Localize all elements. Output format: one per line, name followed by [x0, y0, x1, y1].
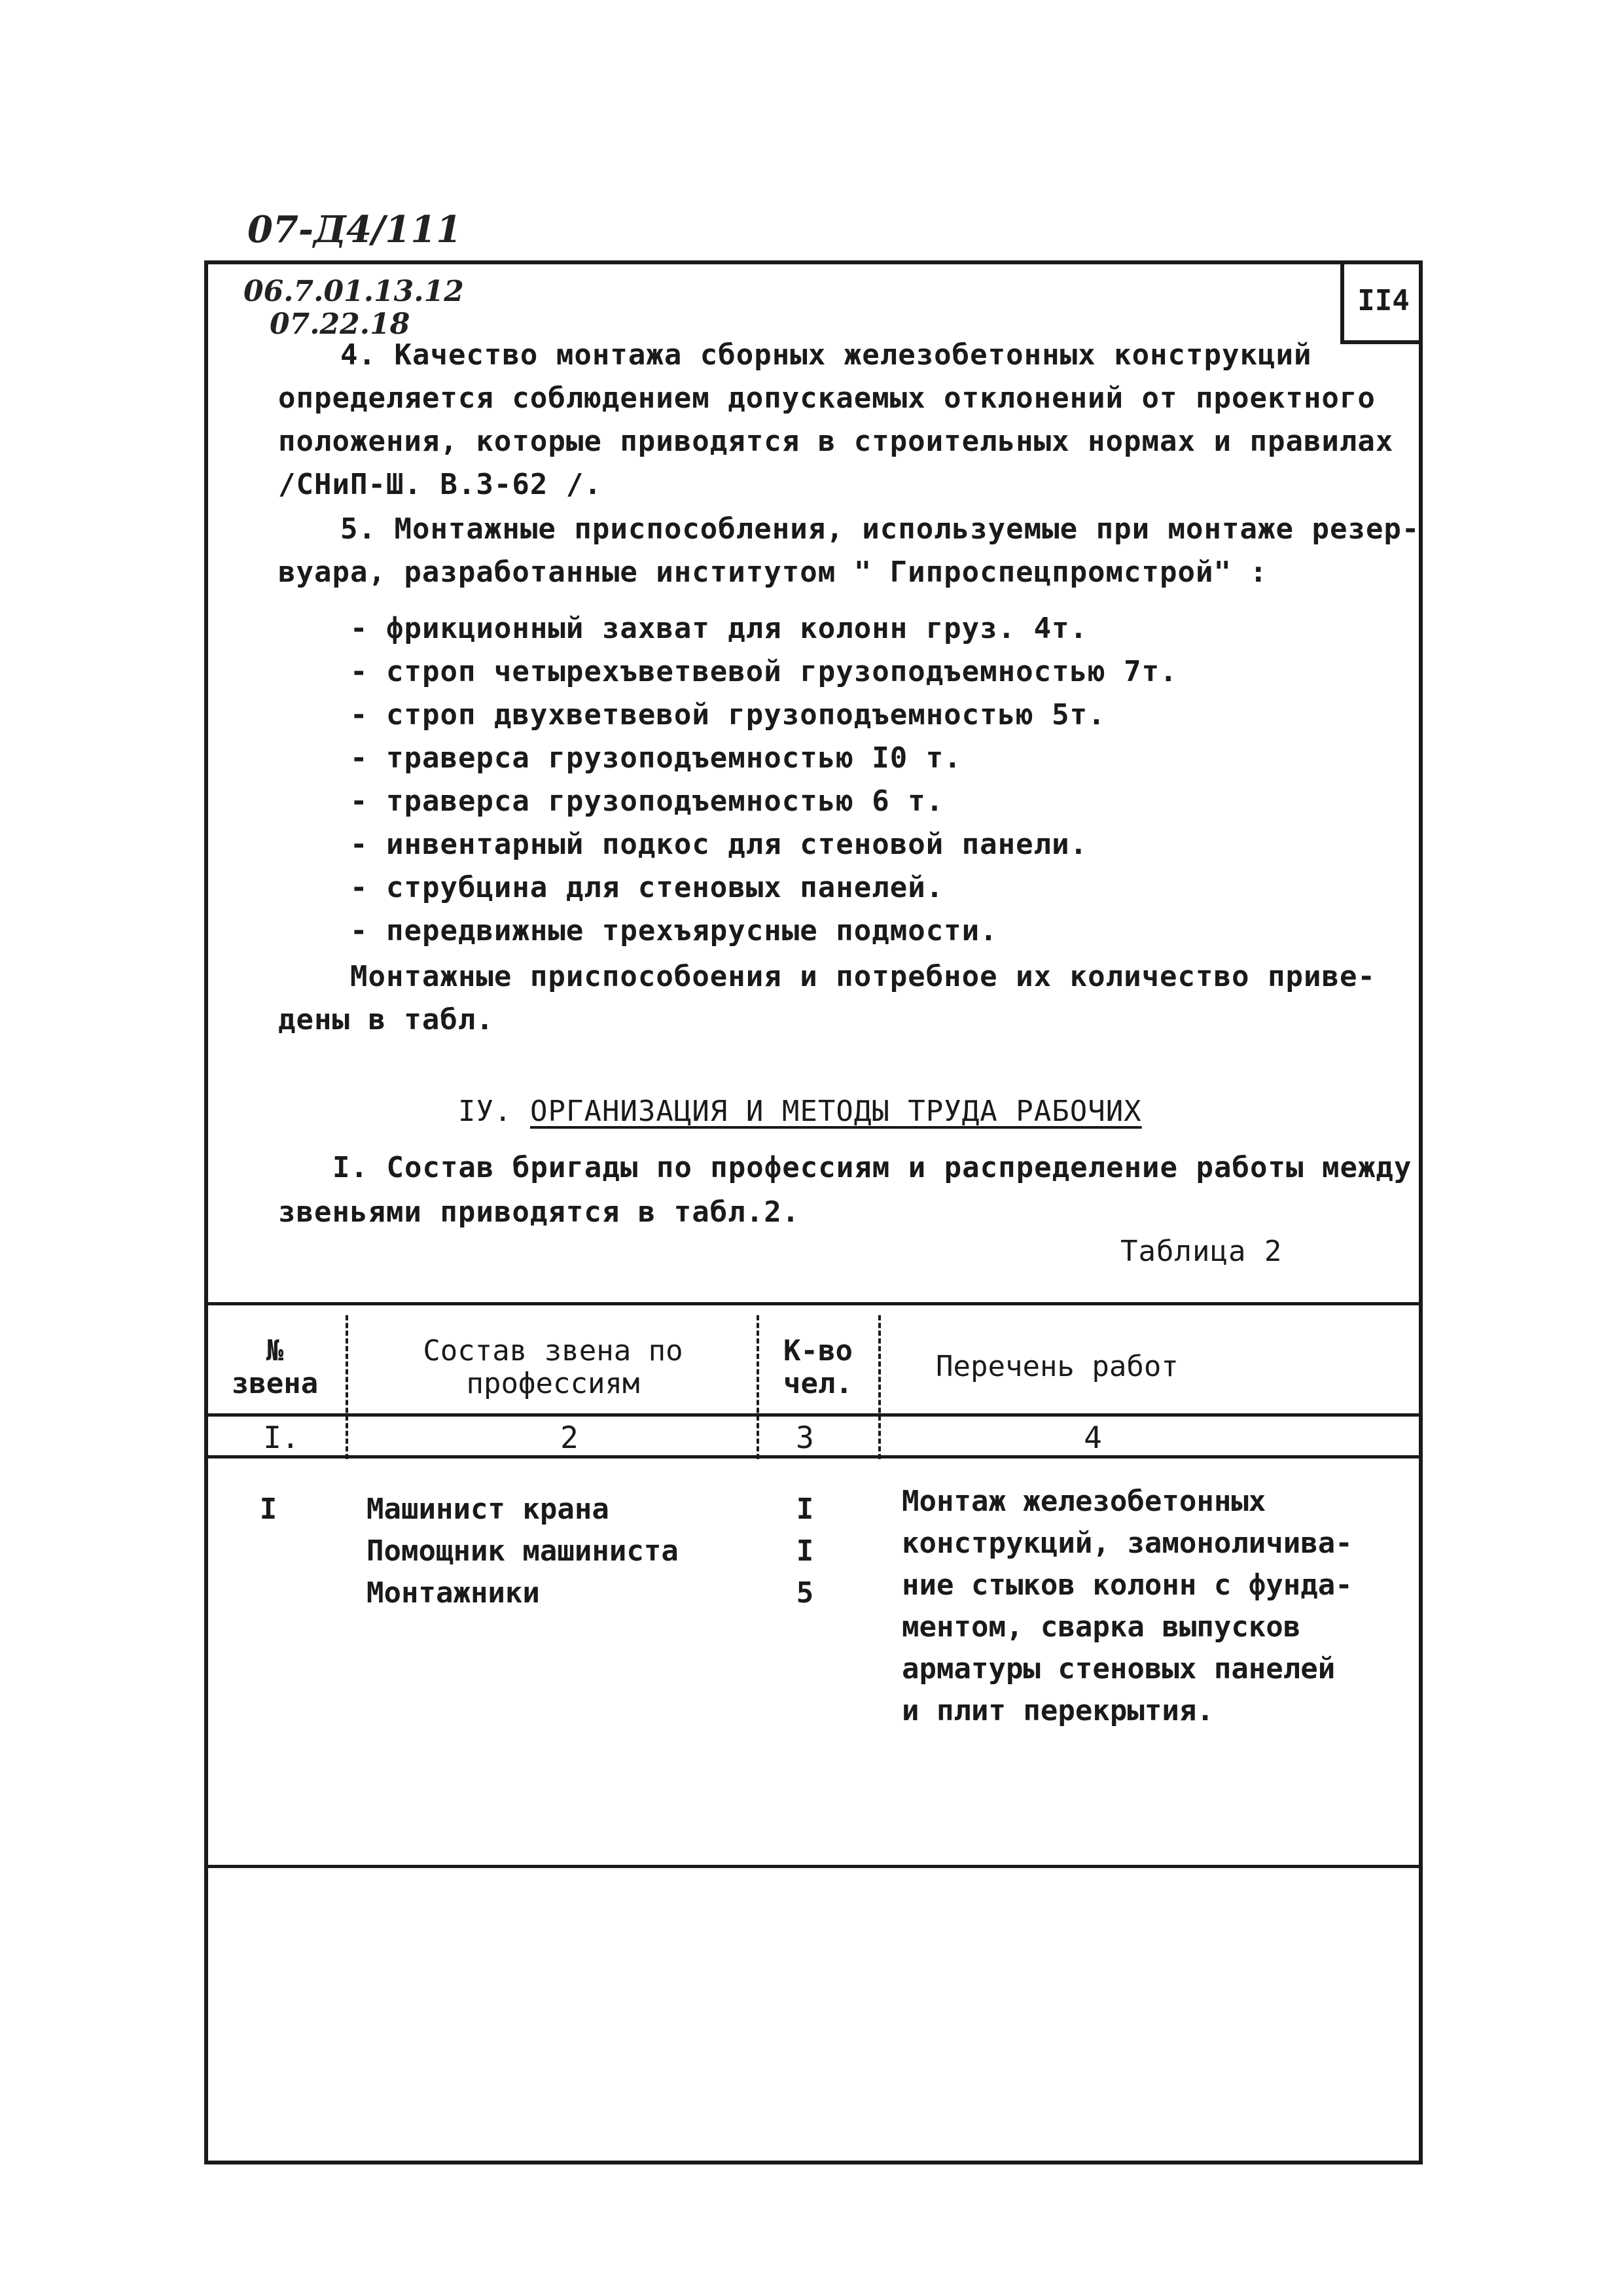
list-item: - строп двухветвевой грузоподъемностью 5т. [350, 698, 1106, 732]
para4-line1: 4. Качество монтажа сборных железобетонных конструкций [340, 338, 1312, 372]
summary-line1: Монтажные приспособоения и потребное их количество приве- [350, 960, 1376, 993]
para4-line3: положения, которые приводятся в строительных нормах и правилах [278, 425, 1394, 458]
profession: Монтажники [366, 1576, 540, 1610]
list-item: - инвентарный подкос для стеновой панели. [350, 828, 1088, 861]
col-separator-2 [757, 1315, 759, 1459]
col-separator-3 [878, 1315, 881, 1459]
work-line: конструкций, замоноличива- [902, 1527, 1353, 1560]
work-line: и плит перекрытия. [902, 1694, 1214, 1727]
table-header-divider [204, 1413, 1423, 1417]
table-top-border [204, 1302, 1423, 1305]
para5-line1: 5. Монтажные приспособления, используемые при монтаже резер- [340, 512, 1420, 546]
list-item: - строп четырехъветвевой грузоподъемностью 7т. [350, 655, 1178, 688]
header-col1-line2: звена [231, 1367, 319, 1400]
summary-line2: дены в табл. [278, 1003, 494, 1036]
list-item: - траверса грузоподъемностью 6 т. [350, 785, 944, 818]
table-label: Таблица 2 [1120, 1235, 1283, 1268]
col-number-3: 3 [796, 1420, 814, 1455]
col-number-4: 4 [1084, 1420, 1102, 1455]
list-item: - траверса грузоподъемностью I0 т. [350, 741, 962, 775]
page-number: II4 [1340, 260, 1423, 344]
work-line: Монтаж железобетонных [902, 1485, 1266, 1518]
col-number-2: 2 [560, 1420, 579, 1455]
profession: Машинист крана [366, 1492, 609, 1526]
section-title: ОРГАНИЗАЦИЯ И МЕТОДЫ ТРУДА РАБОЧИХ [530, 1095, 1142, 1128]
para5-line2: вуара, разработанные институтом " Гипроспецпромстрой" : [278, 556, 1268, 589]
header-col2-line2: профессиям [466, 1367, 640, 1400]
handwritten-stamp-1: 07-Д4/111 [247, 208, 462, 251]
header-col2-line1: Состав звена по [423, 1334, 683, 1368]
work-line: ние стыков колонн с фунда- [902, 1568, 1353, 1602]
col-separator-1 [346, 1315, 348, 1459]
header-col4: Перечень работ [936, 1350, 1179, 1383]
row-number: I [259, 1492, 277, 1526]
count: I [796, 1534, 814, 1568]
list-item: - струбцина для стеновых панелей. [350, 871, 944, 904]
table-bottom-divider [204, 1865, 1423, 1868]
count: 5 [796, 1576, 814, 1610]
section-number: IУ. [458, 1095, 512, 1128]
work-line: ментом, сварка выпусков [902, 1610, 1301, 1644]
header-col1-line1: № [266, 1334, 284, 1368]
handwritten-stamp-2: 06.7.01.13.12 [243, 275, 464, 308]
para4-line2: определяется соблюдением допускаемых отклонений от проектного [278, 381, 1376, 415]
list-item: - передвижные трехъярусные подмости. [350, 914, 998, 947]
count: I [796, 1492, 814, 1526]
header-col3-line2: чел. [783, 1367, 853, 1400]
col-number-1: I. [263, 1420, 300, 1455]
para4-line4: /СНиП-Ш. В.3-62 /. [278, 468, 602, 501]
intro-line1: I. Состав бригады по профессиям и распределение работы между [332, 1151, 1412, 1184]
list-item: - фрикционный захват для колонн груз. 4т. [350, 612, 1088, 645]
header-col3-line1: К-во [783, 1334, 853, 1368]
table-colnum-divider [204, 1455, 1423, 1458]
intro-line2: звеньями приводятся в табл.2. [278, 1195, 800, 1229]
handwritten-stamp-3: 07.22.18 [270, 308, 410, 341]
profession: Помощник машиниста [366, 1534, 679, 1568]
work-line: арматуры стеновых панелей [902, 1652, 1336, 1686]
